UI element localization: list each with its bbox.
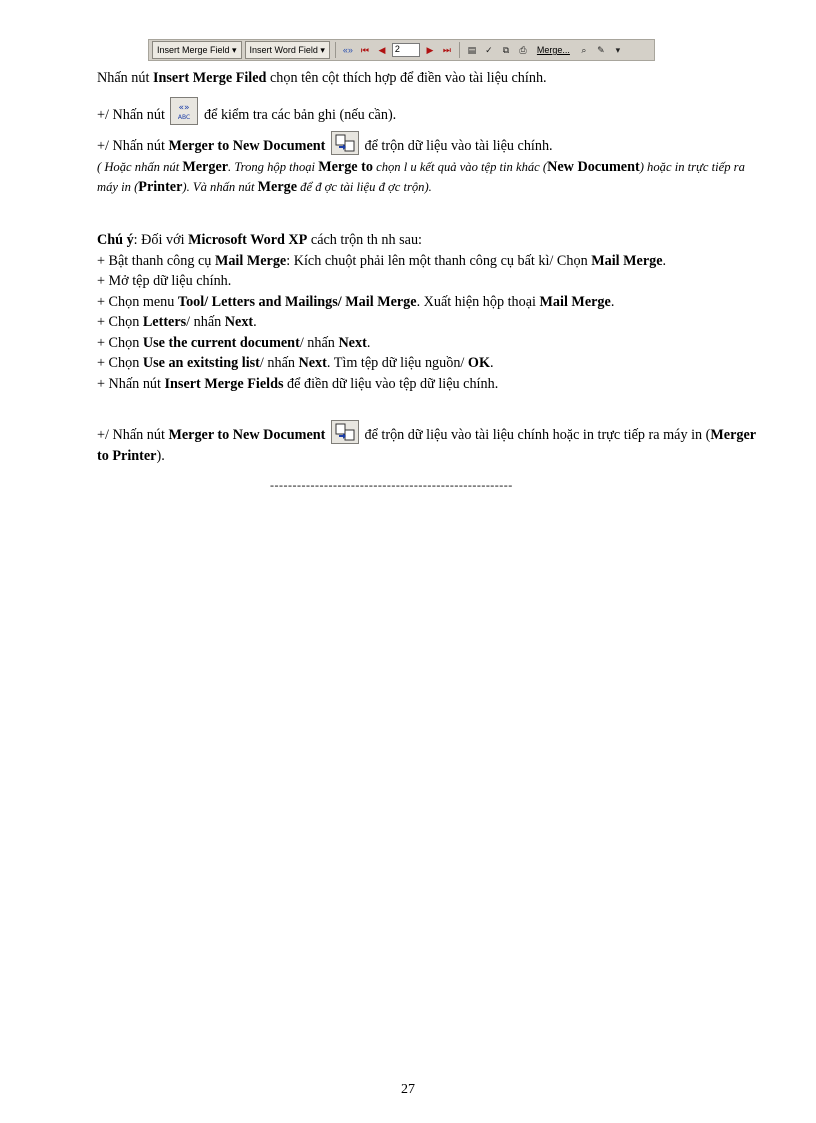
paragraph xyxy=(97,97,757,126)
section-divider: ------------------------------------------------------ xyxy=(270,478,513,492)
command-name: Mail Merge xyxy=(591,252,663,269)
text: . xyxy=(366,334,371,351)
step-item xyxy=(97,353,757,374)
view-merged-data-icon xyxy=(170,97,198,125)
merge-to-printer-instructions xyxy=(97,420,757,466)
text: +/ Nhấn nút xyxy=(97,106,169,123)
text: +/ Nhấn nút xyxy=(97,138,169,154)
step-item xyxy=(97,312,757,333)
find-record-icon[interactable]: ⌕ xyxy=(581,44,587,55)
command-name: Mail Merge xyxy=(214,252,287,269)
product-name: Microsoft Word XP xyxy=(188,232,308,248)
command-name: Insert Merge Fields xyxy=(164,375,284,392)
text: . Tìm tệp dữ liệu nguồn/ xyxy=(326,355,468,371)
merge-to-new-document-icon xyxy=(331,420,359,444)
text: để trộn dữ liệu vào tài liệu chính hoặc in trực tiếp ra máy in ( xyxy=(360,427,711,443)
step-item xyxy=(97,251,757,272)
text: / nhấn xyxy=(299,334,339,351)
insert-merge-field-button[interactable]: Insert Merge Field ▾ xyxy=(152,41,242,59)
svg-text:ABC: ABC xyxy=(178,113,191,121)
text: . Trong hộp thoại xyxy=(228,159,319,174)
text: + Chọn xyxy=(97,314,143,330)
text: + Chọn xyxy=(97,355,143,371)
command-name: Use the current document xyxy=(142,334,300,351)
text: cách trộn th nh sau: xyxy=(307,232,422,248)
command-name: Merger to New Document xyxy=(168,427,326,443)
text: Nhấn nút xyxy=(97,70,153,86)
insert-word-field-button[interactable]: Insert Word Field ▾ xyxy=(245,41,330,59)
record-number-input[interactable]: 2 xyxy=(392,43,420,57)
mail-merge-toolbar xyxy=(148,39,655,61)
toolbar-options-icon[interactable]: ▾ xyxy=(615,44,621,55)
text: . xyxy=(610,293,615,310)
last-record-icon[interactable]: ⏭ xyxy=(442,44,451,55)
paragraph xyxy=(97,157,757,198)
merge-to-printer-icon[interactable]: ⎙ xyxy=(519,44,527,55)
command-name: Merger to Printer xyxy=(97,427,756,464)
step-item: + Mở tệp dữ liệu chính. xyxy=(97,273,232,289)
text: : Kích chuột phải lên một thanh công cụ bất kì/ Chọn xyxy=(286,252,592,269)
step-item xyxy=(97,333,757,354)
paragraph xyxy=(97,131,757,157)
text: + Nhấn nút xyxy=(97,375,165,392)
text: . xyxy=(662,252,667,269)
text: ) hoặc in trực tiếp ra máy in ( xyxy=(97,159,745,194)
check-for-errors-icon[interactable]: ✓ xyxy=(485,44,493,55)
note-heading xyxy=(97,230,757,251)
text: để trộn dữ liệu vào tài liệu chính. xyxy=(360,138,553,154)
command-name: Letters xyxy=(142,314,187,330)
text: để điền dữ liệu vào tệp dữ liệu chính. xyxy=(283,375,499,392)
previous-record-icon[interactable]: ◀ xyxy=(378,44,386,55)
view-merged-data-icon[interactable]: «» xyxy=(342,45,353,55)
merge-instructions xyxy=(97,68,757,198)
text: + Chọn menu xyxy=(97,293,178,310)
step-item xyxy=(97,374,757,395)
text: để kiểm tra các bản ghi (nếu cần). xyxy=(200,106,397,123)
paragraph xyxy=(97,68,757,89)
command-name: OK xyxy=(467,355,490,371)
text: . xyxy=(253,314,257,330)
command-name: Merge to xyxy=(318,158,373,175)
text: . xyxy=(490,355,494,371)
command-name: Next xyxy=(298,355,327,371)
text: : Đối với xyxy=(133,232,189,248)
text: / nhấn xyxy=(186,314,225,330)
text: / nhấn xyxy=(259,355,299,371)
page-number: 27 xyxy=(401,1082,415,1097)
merge-button[interactable]: Merge... xyxy=(536,45,570,55)
text: để đ ợc tài liệu đ ợc trộn). xyxy=(297,180,432,194)
toolbar-separator xyxy=(335,42,336,58)
text: +/ Nhấn nút xyxy=(97,427,169,443)
text: chọn l u kết quả vào tệp tin khác ( xyxy=(372,159,548,174)
word-xp-instructions xyxy=(97,230,757,394)
text: . Xuất hiện hộp thoại xyxy=(416,293,540,310)
command-name: Use an exitsting list xyxy=(142,355,260,371)
text: chọn tên cột thích hợp để điền vào tài liệu chính. xyxy=(266,70,547,86)
command-name: New Document xyxy=(547,158,640,175)
note-label: Chú ý xyxy=(97,232,134,248)
command-name: Tool/ Letters and Mailings/ Mail Merge xyxy=(177,293,417,310)
merge-to-new-document-icon xyxy=(331,131,359,155)
command-name: Merger xyxy=(182,158,229,175)
command-name: Merger to New Document xyxy=(168,138,326,154)
mail-merge-helper-icon[interactable]: ▤ xyxy=(467,44,477,55)
edit-data-source-icon[interactable]: ✎ xyxy=(597,44,605,55)
command-name: Next xyxy=(338,334,367,351)
merge-to-new-document-icon[interactable]: ⧉ xyxy=(502,44,510,55)
first-record-icon[interactable]: ⏮ xyxy=(360,44,369,55)
step-item xyxy=(97,292,757,313)
text: ). xyxy=(156,447,165,464)
text: + Bật thanh công cụ xyxy=(97,252,215,269)
command-name: Printer xyxy=(138,179,183,195)
text: ). Và nhấn nút xyxy=(182,180,258,194)
command-name: Next xyxy=(224,314,254,330)
command-name: Insert Merge Filed xyxy=(152,70,267,86)
text: ( Hoặc nhấn nút xyxy=(97,159,183,174)
command-name: Merge xyxy=(257,179,298,195)
text: + Chọn xyxy=(97,334,143,351)
paragraph xyxy=(97,420,757,466)
svg-text:«»: «» xyxy=(178,102,190,113)
command-name: Mail Merge xyxy=(539,293,611,310)
toolbar-separator xyxy=(459,42,460,58)
next-record-icon[interactable]: ▶ xyxy=(426,44,434,55)
